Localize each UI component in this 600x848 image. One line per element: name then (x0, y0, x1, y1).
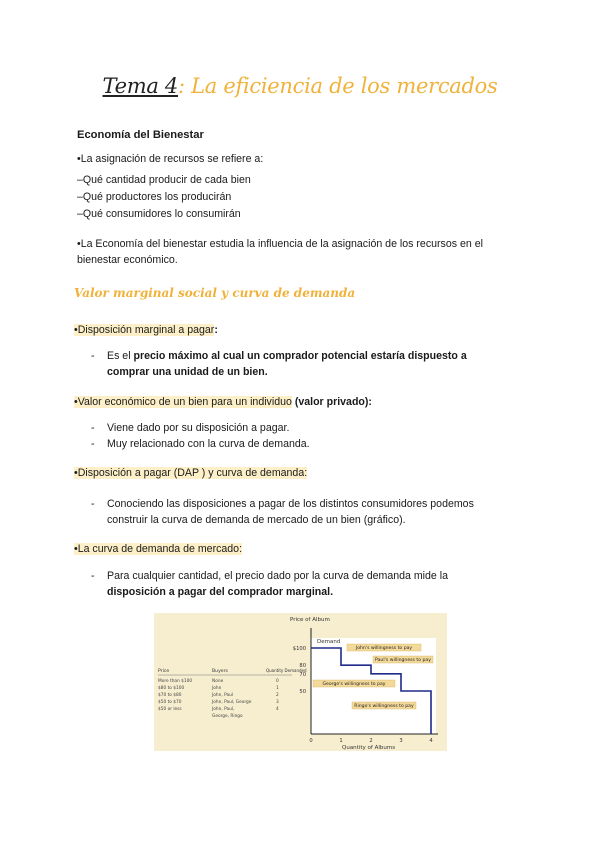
paragraph-line: bienestar económico. (77, 254, 178, 266)
x-tick-label: 0 (309, 738, 313, 744)
section-heading: Economía del Bienestar (77, 129, 204, 141)
curva-line2: disposición a pagar del comprador marginal. (107, 586, 334, 598)
dap-line1: Conociendo las disposiciones a pagar de los distintos consumidores podemos (107, 498, 474, 510)
table-cell: $50 or less (158, 707, 182, 712)
curva-line1: Para cualquier cantidad, el precio dado por la curva de demanda mide la (107, 570, 448, 582)
dmp-text-line1 (107, 349, 467, 364)
curva-colon: : (239, 543, 243, 555)
x-axis-label: Quantity of Albums (342, 745, 396, 751)
list-item: –Qué consumidores lo consumirán (77, 208, 241, 220)
curva-label-row (74, 542, 242, 557)
dash-bullet: - (91, 422, 95, 434)
title-colon: : (177, 74, 185, 98)
valor-bold: (valor privado): (291, 396, 372, 408)
annotation-text: Ringo's willingness to pay (354, 704, 414, 709)
table-cell: $50 to $70 (158, 700, 182, 705)
title-rest: La eficiencia de los mercados (184, 74, 498, 98)
dap-line2: construir la curva de demanda de mercado de un bien (gráfico). (107, 514, 406, 526)
table-cell: John, Paul, (212, 707, 235, 712)
title-prefix: Tema 4 (102, 74, 178, 98)
table-cell: George, Ringo (212, 714, 243, 719)
dap-colon: : (304, 467, 308, 479)
list-item: –Qué cantidad producir de cada bien (77, 174, 251, 186)
dmp-text-pre: Es el (107, 350, 134, 362)
dap-label: •Disposición a pagar (DAP ) y curva de demanda (74, 467, 305, 479)
table-header-buyers: Buyers (212, 669, 228, 674)
table-cell: 0 (276, 679, 279, 684)
y-tick-label: 80 (299, 663, 306, 670)
table-cell: John (212, 686, 222, 691)
paragraph-line: •La Economía del bienestar estudia la influencia de la asignación de los recursos en el (77, 238, 483, 250)
table-cell: $70 to $80 (158, 693, 182, 698)
y-tick-label: 70 (299, 671, 306, 678)
dmp-text-line2: comprar una unidad de un bien. (107, 366, 268, 378)
list-item: Muy relacionado con la curva de demanda. (107, 438, 310, 450)
curve-label: Demand (317, 639, 341, 645)
table-cell: John, Paul, George (212, 700, 252, 705)
table-cell: 3 (276, 700, 279, 705)
annotation-text: Paul's willingness to pay (375, 658, 431, 663)
annotation-text: George's willingness to pay (322, 682, 386, 687)
dash-bullet: - (91, 438, 95, 450)
dash-bullet: - (91, 498, 95, 510)
page-title (0, 74, 600, 98)
x-tick-label: 1 (339, 738, 343, 744)
table-cell: 4 (276, 707, 279, 712)
x-tick-label: 3 (399, 738, 403, 744)
table-cell: 2 (276, 693, 279, 698)
table-cell: $80 to $100 (158, 686, 185, 691)
dmp-label-row (74, 323, 218, 338)
demand-figure-svg (154, 613, 447, 751)
curva-label: •La curva de demanda de mercado (74, 543, 240, 555)
dmp-colon: : (214, 324, 218, 336)
valor-label-row (74, 395, 372, 410)
dap-label-row (74, 466, 307, 481)
list-item: Viene dado por su disposición a pagar. (107, 422, 290, 434)
annotation-text: John's willingness to pay (355, 646, 413, 651)
table-cell: None (212, 679, 224, 684)
list-item: –Qué productores los producirán (77, 191, 232, 203)
demand-table (158, 668, 307, 719)
dmp-text-bold1: precio máximo al cual un comprador potencial estaría dispuesto a (133, 350, 467, 362)
table-cell: 1 (276, 686, 279, 691)
x-tick-label: 4 (429, 738, 433, 744)
demand-figure (154, 613, 447, 751)
dash-bullet: - (91, 570, 95, 582)
table-cell: More than $100 (158, 679, 193, 684)
dmp-label: •Disposición marginal a pagar (74, 324, 215, 336)
dash-bullet: - (91, 350, 95, 362)
table-header-price: Price (158, 669, 170, 674)
subtitle: Valor marginal social y curva de demanda (74, 286, 356, 300)
y-tick-label: 50 (299, 689, 306, 695)
x-tick-label: 2 (369, 738, 373, 744)
table-header-qty: Quantity Demanded (266, 668, 307, 673)
section-intro: •La asignación de recursos se refiere a: (77, 153, 264, 165)
y-tick-label: $100 (292, 646, 306, 652)
table-cell: John, Paul (212, 693, 234, 698)
valor-label: •Valor económico de un bien para un individuo (74, 396, 292, 408)
y-axis-label: Price of Album (290, 617, 330, 623)
